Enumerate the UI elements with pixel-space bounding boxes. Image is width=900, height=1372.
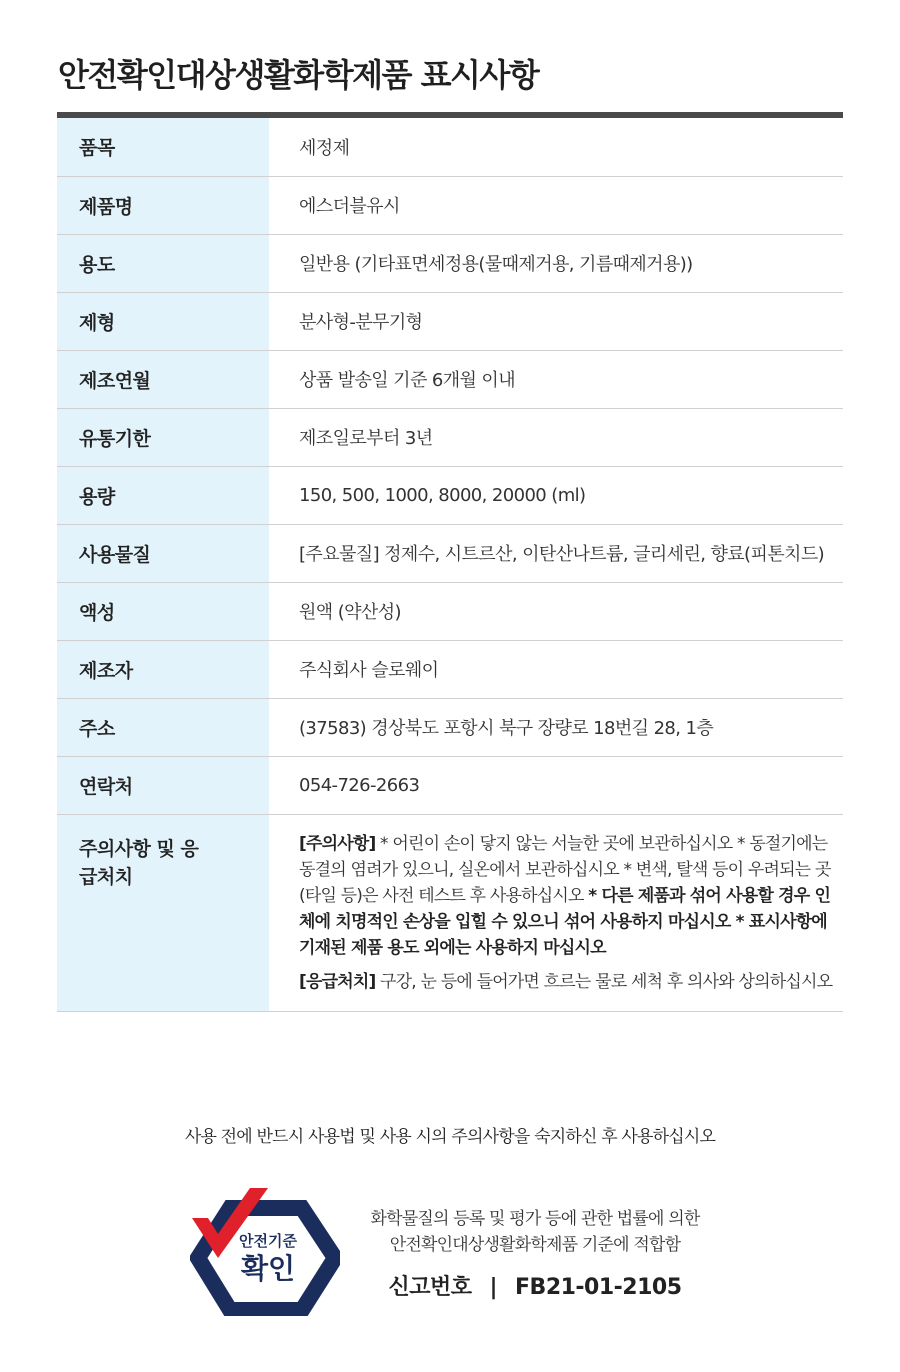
row-label: 제조연월 [57, 350, 269, 408]
row-value: [주요물질] 정제수, 시트르산, 이탄산나트륨, 글리세린, 향료(피톤치드) [269, 524, 843, 582]
table-row [57, 640, 843, 698]
row-value: 054-726-2663 [269, 756, 843, 814]
row-value: 주식회사 슬로웨이 [269, 640, 843, 698]
caution-warning-text: * 다른 제품과 섞어 사용할 경우 인체에 치명적인 손상을 입힐 수 있으니 섞어 사용하지 마십시오 * 표시사항에 기재된 제품 용도 외에는 사용하지 마십시오 [299, 885, 831, 958]
caution-text: * 어린이 손이 닿지 않는 서늘한 곳에 보관하십시오 * 동절기에는 동결의 염려가 있으니, 실온에서 보관하십시오 * 변색, 탈색 등이 우려되는 곳(타일 등)은 사전 테스트 후 사용하십시오 [299, 833, 831, 906]
row-value: 에스더블유시 [269, 176, 843, 234]
page-title: 안전확인대상생활화학제품 표시사항 [58, 56, 539, 94]
certification-line-2: 안전확인대상생활화학제품 기준에 적합함 [389, 1235, 681, 1255]
logo-subtitle: 안전기준 [239, 1233, 297, 1250]
product-info-body [57, 118, 843, 1011]
certification-line-1: 화학물질의 등록 및 평가 등에 관한 법률에 의한 [370, 1209, 700, 1229]
caution-paragraph [299, 831, 843, 961]
row-label: 사용물질 [57, 524, 269, 582]
row-value: 세정제 [269, 118, 843, 176]
row-label: 품목 [57, 118, 269, 176]
safety-certification [190, 1186, 710, 1316]
row-value: 150, 500, 1000, 8000, 20000 (ml) [269, 466, 843, 524]
logo-title: 확인 [240, 1253, 296, 1284]
table-row [57, 582, 843, 640]
row-label: 연락처 [57, 756, 269, 814]
emergency-paragraph [299, 969, 843, 995]
usage-notice: 사용 전에 반드시 사용법 및 사용 시의 주의사항을 숙지하신 후 사용하십시오 [184, 1127, 716, 1147]
row-label: 제조자 [57, 640, 269, 698]
row-value: 일반용 (기타표면세정용(물때제거용, 기름때제거용)) [269, 234, 843, 292]
row-label: 액성 [57, 582, 269, 640]
emergency-heading: [응급처치] [299, 971, 376, 992]
row-label: 제품명 [57, 176, 269, 234]
table-row [57, 176, 843, 234]
caution-heading: [주의사항] [299, 833, 376, 854]
row-label: 용도 [57, 234, 269, 292]
certification-text [350, 1206, 720, 1301]
registration-number [350, 1270, 720, 1301]
registration-value: FB21-01-2105 [515, 1275, 682, 1300]
caution-row-label: 주의사항 및 응급처치 [57, 814, 269, 1011]
table-row [57, 234, 843, 292]
emergency-text: 구강, 눈 등에 들어가면 흐르는 물로 세척 후 의사와 상의하십시오 [375, 971, 833, 992]
row-value: 제조일로부터 3년 [269, 408, 843, 466]
table-row [57, 292, 843, 350]
safety-check-logo [190, 1186, 340, 1316]
table-row [57, 350, 843, 408]
row-value: 상품 발송일 기준 6개월 이내 [269, 350, 843, 408]
table-row [57, 466, 843, 524]
table-row [57, 756, 843, 814]
table-row [57, 524, 843, 582]
table-row [57, 118, 843, 176]
table-row [57, 408, 843, 466]
row-value: (37583) 경상북도 포항시 북구 장량로 18번길 28, 1층 [269, 698, 843, 756]
product-info-table [57, 118, 843, 1012]
registration-label: 신고번호 [388, 1275, 472, 1300]
caution-row-value [269, 814, 843, 1011]
row-label: 주소 [57, 698, 269, 756]
row-label: 용량 [57, 466, 269, 524]
row-value: 분사형-분무기형 [269, 292, 843, 350]
row-label: 유통기한 [57, 408, 269, 466]
caution-row [57, 814, 843, 1011]
row-label: 제형 [57, 292, 269, 350]
row-value: 원액 (약산성) [269, 582, 843, 640]
table-row [57, 698, 843, 756]
registration-separator: | [489, 1275, 498, 1300]
